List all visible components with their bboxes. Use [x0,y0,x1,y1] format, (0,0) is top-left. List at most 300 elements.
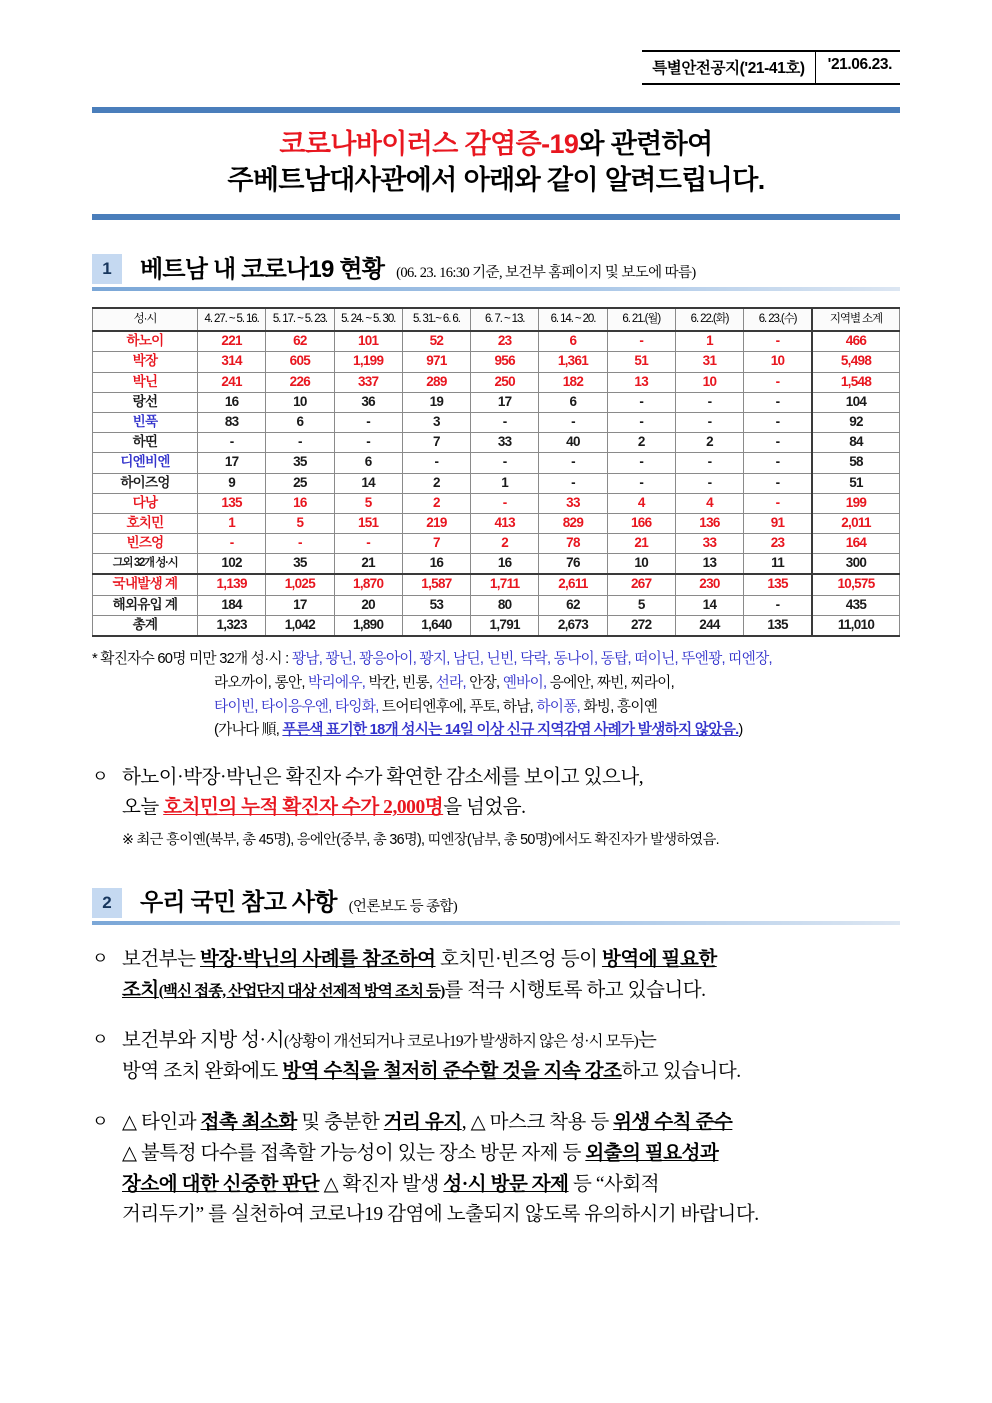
table-cell: 23 [744,534,812,554]
table-cell: - [266,433,334,453]
table-cell: 136 [675,513,743,533]
row-label: 총계 [93,615,198,636]
notice-date: '21.06.23. [827,56,892,73]
table-cell: - [744,331,812,352]
footnote-city: 꽝응아이, [358,650,417,667]
table-cell: 1,139 [198,574,266,595]
table-cell: - [471,493,539,513]
section-2-bullet-2 [92,1026,900,1088]
table-cell: 272 [607,615,675,636]
table-cell: 6 [539,392,607,412]
footnote-city: 타잉화, [334,698,379,715]
table-cell: 7 [402,433,470,453]
header-stamp [642,50,900,85]
table-cell: 51 [812,473,900,493]
table-cell: 11 [744,554,812,575]
emphasis-quarantine-measures: 방역에 필요한 [601,948,717,970]
text-run: 를 적극 시행토록 하고 있습니다. [444,979,706,1001]
table-cell: - [744,392,812,412]
emphasis-bacgiang-bacninh: 박장·박닌의 사례를 참조하여 [199,948,436,970]
text-run: 방역 조치 완화에도 [122,1061,283,1083]
table-cell: 2 [402,473,470,493]
table-cell: 289 [402,372,470,392]
bullet-line-2 [122,1139,900,1170]
footnote-city: 박리에우, [308,674,366,691]
text-run: △ 불특정 다수를 접촉할 가능성이 있는 장소 방문 자제 등 [122,1142,586,1164]
table-cell: 182 [539,372,607,392]
table-cell: 11,010 [812,615,900,636]
table-cell: 10,575 [812,574,900,595]
notice-label: 특별안전공지('21-41호) [642,52,815,83]
footnote-city: 화빙, [583,698,614,715]
title-banner [92,107,900,220]
section-2-number: 2 [92,888,122,918]
table-row [93,493,900,513]
section-2-header [92,888,900,925]
bullet-body [122,945,900,1007]
table-cell: 35 [266,453,334,473]
footnote-city: 띠엔장, [728,650,772,667]
column-header: 5. 17. ~ 5. 23. [266,308,334,331]
footnote-city: 안장, [469,674,500,691]
table-row [93,352,900,372]
table-cell: - [334,534,402,554]
table-cell: 1,870 [334,574,402,595]
bullet-line-3 [122,1170,900,1201]
table-cell: 35 [266,554,334,575]
table-cell: 5 [607,595,675,615]
table-cell: 52 [402,331,470,352]
column-header: 지역별 소계 [812,308,900,331]
column-header: 5. 24. ~ 5. 30. [334,308,402,331]
section-1-number: 1 [92,254,122,284]
footnote-city: 꽝지, [419,650,450,667]
row-label: 빈즈엉 [93,534,198,554]
column-header: 성·시 [93,308,198,331]
footnote-line-3 [92,696,900,720]
table-cell: 10 [675,372,743,392]
table-cell: 1,361 [539,352,607,372]
emphasis-minimize-contact: 접촉 최소화 [200,1111,297,1133]
section-2 [92,888,900,1231]
column-header: 6. 7. ~ 13. [471,308,539,331]
province-scope-detail: (상황이 개선되거나 코로나19가 발생하지 않은 성·시 모두) [284,1033,638,1051]
table-cell: - [198,433,266,453]
table-cell: 19 [402,392,470,412]
table-row [93,595,900,615]
table-cell: - [744,372,812,392]
table-cell: 23 [471,331,539,352]
table-cell: - [198,534,266,554]
footnote-city: 동탑, [600,650,631,667]
title-black-part: 와 관련하여 [578,129,713,159]
table-row [93,372,900,392]
table-cell: 1,890 [334,615,402,636]
section-1-underline [92,287,900,291]
text-run: △ 타인과 [122,1111,201,1133]
table-cell: 1,587 [402,574,470,595]
table-cell: 4 [607,493,675,513]
bullet-line2-pre: 오늘 [122,797,164,819]
table-cell: 5 [266,513,334,533]
table-cell: - [744,433,812,453]
emphasis-hygiene-rules: 위생 수칙 준수 [613,1111,733,1133]
row-label: 하노이 [93,331,198,352]
table-cell: 16 [402,554,470,575]
row-label: 디엔비엔 [93,453,198,473]
footnote-city: 하남, [502,698,533,715]
table-cell: 13 [607,372,675,392]
row-label: 하이즈엉 [93,473,198,493]
table-cell: 221 [198,331,266,352]
row-label: 다낭 [93,493,198,513]
table-cell: - [744,413,812,433]
column-header: 6. 23.(수) [744,308,812,331]
table-cell: 33 [539,493,607,513]
bullet-line-2 [122,976,900,1007]
footnote-lead: * 확진자수 60명 미만 32개 성·시 : [92,650,292,667]
table-cell: 241 [198,372,266,392]
bullet-line-2 [122,1057,900,1088]
table-cell: - [471,413,539,433]
section-1-bullet-1 [92,763,900,854]
table-row [93,473,900,493]
table-cell: 7 [402,534,470,554]
table-row [93,554,900,575]
column-header: 6. 14. ~ 20. [539,308,607,331]
table-cell: 413 [471,513,539,533]
table-cell: 267 [607,574,675,595]
table-cell: 16 [266,493,334,513]
table-cell: 10 [607,554,675,575]
footnote-city: 라오까이, [214,674,272,691]
table-cell: 956 [471,352,539,372]
table-cell: 314 [198,352,266,372]
section-1-header [92,254,900,291]
table-row [93,392,900,412]
table-cell: - [539,413,607,433]
row-label: 하띤 [93,433,198,453]
footnote-city: 꽝닌, [325,650,356,667]
table-cell: - [607,331,675,352]
row-label: 빈푹 [93,413,198,433]
bullet-line-1 [122,945,900,976]
table-cell: 6 [266,413,334,433]
footnote-suffix: ) [738,722,743,739]
table-cell: 244 [675,615,743,636]
table-cell: 36 [334,392,402,412]
section-1-title: 베트남 내 코로나19 현황 [140,255,385,283]
section-2-note: (언론보도 등 종합) [348,898,458,915]
footnote-city: 떠이닌, [634,650,678,667]
table-cell: 1,042 [266,615,334,636]
table-cell: 10 [744,352,812,372]
table-cell: 605 [266,352,334,372]
table-cell: 1,025 [266,574,334,595]
table-cell: 83 [198,413,266,433]
table-cell: 21 [607,534,675,554]
table-header-row [93,308,900,331]
table-cell: 230 [675,574,743,595]
text-run: 보건부와 지방 성·시 [122,1030,284,1052]
column-header: 6. 21.(월) [607,308,675,331]
footnote-city: 꽝남, [291,650,323,667]
table-cell: 20 [334,595,402,615]
table-cell: 5 [334,493,402,513]
table-cell: 466 [812,331,900,352]
table-cell: 51 [607,352,675,372]
table-cell: 1,640 [402,615,470,636]
table-cell: 62 [539,595,607,615]
measures-detail: (백신 접종, 산업단지 대상 선제적 방역 조치 등) [158,982,445,1000]
table-cell: 31 [675,352,743,372]
row-label: 그외 32개 성·시 [93,554,198,575]
table-cell: 135 [744,574,812,595]
column-header: 5. 31.~ 6. 6. [402,308,470,331]
table-cell: 104 [812,392,900,412]
table-row [93,453,900,473]
table-cell: 17 [266,595,334,615]
table-cell: 184 [198,595,266,615]
covid-status-table [92,307,900,637]
bullet-marker: ㅇ [92,767,108,787]
table-cell: 25 [266,473,334,493]
table-cell: 14 [675,595,743,615]
bullet-body [122,763,900,854]
table-cell: 33 [675,534,743,554]
table-row [93,534,900,554]
table-cell: 21 [334,554,402,575]
table-cell: 102 [198,554,266,575]
table-cell: - [607,392,675,412]
footnote-city: 동나이, [553,650,598,667]
text-run: 는 [637,1030,657,1052]
table-cell: - [744,453,812,473]
table-cell: - [607,473,675,493]
table-footnote [92,648,900,743]
table-cell: 164 [812,534,900,554]
bullet-body [122,1108,900,1231]
bullet-body [122,1026,900,1088]
table-cell: 40 [539,433,607,453]
table-cell: - [539,473,607,493]
table-cell: 1,548 [812,372,900,392]
table-cell: 2,673 [539,615,607,636]
footnote-city: 빈롱, [402,674,433,691]
footnote-city: 선라, [435,674,466,691]
table-cell: 4 [675,493,743,513]
emphasis-avoid-visiting: 성·시 방문 자제 [443,1173,569,1195]
table-cell: - [607,413,675,433]
table-cell: 829 [539,513,607,533]
footnote-city: 응에안, [549,674,594,691]
table-cell: - [539,453,607,473]
footnote-order-prefix: (가나다 順, [214,722,283,739]
bullet-line-1 [122,1108,900,1139]
table-cell: - [675,413,743,433]
emphasis-keep-distance: 거리 유지 [383,1111,462,1133]
section-2-underline [92,921,900,925]
table-row [93,574,900,595]
section-2-bullet-1 [92,945,900,1007]
bullet-line2-post: 을 넘었음. [443,797,526,819]
table-cell: 2,611 [539,574,607,595]
table-cell: 1,199 [334,352,402,372]
footnote-city: 닥락, [520,650,551,667]
table-cell: 16 [198,392,266,412]
text-run: 등 “사회적 [568,1173,660,1195]
table-cell: 53 [402,595,470,615]
column-header: 4. 27. ~ 5. 16. [198,308,266,331]
table-cell: 2,011 [812,513,900,533]
table-cell: 135 [744,615,812,636]
table-header [93,308,900,331]
table-cell: 9 [198,473,266,493]
table-cell: 2 [402,493,470,513]
table-cell: 91 [744,513,812,533]
table-cell: - [744,473,812,493]
section-2-bullet-3 [92,1108,900,1231]
header-stamp-row [0,0,992,85]
text-run: 하고 있습니다. [621,1061,741,1083]
table-row [93,331,900,352]
title-line-1 [92,127,900,163]
text-run: △ 확진자 발생 [319,1173,444,1195]
table-cell: 14 [334,473,402,493]
footnote-city: 닌빈, [486,650,517,667]
table-cell: 92 [812,413,900,433]
footnote-line-4 [92,719,900,743]
emphasis-careful-judgment: 장소에 대한 신중한 판단 [122,1173,320,1195]
emphasis-observe-rules: 방역 수칙을 철저히 준수할 것을 지속 강조 [282,1061,622,1083]
section-1-note: (06. 23. 16:30 기준, 보건부 홈페이지 및 보도에 따름) [396,265,696,282]
table-cell: 5,498 [812,352,900,372]
footnote-city: 짜빈, [596,674,627,691]
table-cell: - [744,493,812,513]
row-label: 박닌 [93,372,198,392]
table-cell: 199 [812,493,900,513]
table-cell: - [675,392,743,412]
table-cell: 17 [471,392,539,412]
footnote-city: 뚜엔꽝, [681,650,725,667]
table-cell: 1,711 [471,574,539,595]
emphasis-measures: 조치 [122,979,159,1001]
table-cell: 135 [198,493,266,513]
table-cell: 6 [334,453,402,473]
bullet-marker: ㅇ [92,948,108,968]
footnote-city: 푸토, [469,698,500,715]
hcmc-2000-highlight: 호치민의 누적 확진자 수가 2,000명 [163,797,444,819]
row-label: 호치민 [93,513,198,533]
text-run: 호치민·빈즈엉 등이 [435,948,602,970]
footnote-city: 트어티엔후에, [381,698,466,715]
table-cell: 62 [266,331,334,352]
footnote-blue-cities-note: 푸른색 표기한 18개 성시는 14일 이상 신규 지역감염 사례가 발생하지 않았음. [282,722,739,739]
table-cell: 219 [402,513,470,533]
emphasis-outing-necessity: 외출의 필요성과 [585,1142,719,1164]
table-cell: 2 [675,433,743,453]
table-body [93,331,900,636]
table-cell: 80 [471,595,539,615]
footnote-city: 롱안, [274,674,305,691]
bullet-marker: ㅇ [92,1111,108,1131]
table-cell: 250 [471,372,539,392]
footnote-city: 찌라이, [630,674,674,691]
table-cell: 6 [539,331,607,352]
table-cell: 58 [812,453,900,473]
table-row [93,513,900,533]
table-cell: - [607,453,675,473]
table-row [93,433,900,453]
table-cell: 13 [675,554,743,575]
table-cell: 78 [539,534,607,554]
bullet-line-1: 하노이·박장·박닌은 확진자 수가 확연한 감소세를 보이고 있으나, [122,767,644,789]
table-cell: 10 [266,392,334,412]
table-cell: 33 [471,433,539,453]
table-cell: - [675,453,743,473]
table-cell: - [744,595,812,615]
table-row [93,413,900,433]
footnote-city: 남딘, [452,650,484,667]
footnote-city: 박칸, [368,674,399,691]
footnote-items-1 [292,651,772,667]
table-cell: 1,323 [198,615,266,636]
footnote-city: 타이빈, [214,698,258,715]
text-run: 및 충분한 [296,1111,384,1133]
row-label: 랑선 [93,392,198,412]
table-cell: 971 [402,352,470,372]
title-red-part: 코로나바이러스 감염증-19 [279,129,579,159]
table-cell: 2 [607,433,675,453]
table-cell: 101 [334,331,402,352]
table-cell: 166 [607,513,675,533]
table-cell: 2 [471,534,539,554]
table-cell: 1 [675,331,743,352]
text-run: , △ 마스크 착용 등 [461,1111,614,1133]
row-label: 해외유입 계 [93,595,198,615]
row-label: 박장 [93,352,198,372]
table-cell: 1,791 [471,615,539,636]
table-cell: 17 [198,453,266,473]
bullet-marker: ㅇ [92,1030,108,1050]
text-run: 보건부는 [122,948,200,970]
table-row [93,615,900,636]
table-cell: 84 [812,433,900,453]
section-1 [92,254,900,854]
table-cell: 1 [198,513,266,533]
footnote-city: 흥이옌 [616,698,658,715]
table-cell: 76 [539,554,607,575]
title-line-2: 주베트남대사관에서 아래와 같이 알려드립니다. [227,164,765,195]
section-2-title: 우리 국민 참고 사항 [140,889,337,917]
table-cell: 16 [471,554,539,575]
table-cell: 300 [812,554,900,575]
bullet-line-2 [122,793,900,823]
table-cell: - [471,453,539,473]
bullet-1-subnote: ※ 최근 흥이옌(북부, 총 45명), 응에안(중부, 총 36명), 띠엔장(남부, 총 50명)에서도 확진자가 발생하였음. [122,831,719,848]
table-cell: 151 [334,513,402,533]
table-cell: 435 [812,595,900,615]
column-header: 6. 22.(화) [675,308,743,331]
footnote-line-2 [92,672,900,696]
table-cell: 3 [402,413,470,433]
table-cell: - [266,534,334,554]
footnote-line-1 [92,648,900,672]
bullet-line-1 [122,1026,900,1057]
footnote-city: 타이응우엔, [261,698,332,715]
row-label: 국내발생 계 [93,574,198,595]
table-cell: 226 [266,372,334,392]
